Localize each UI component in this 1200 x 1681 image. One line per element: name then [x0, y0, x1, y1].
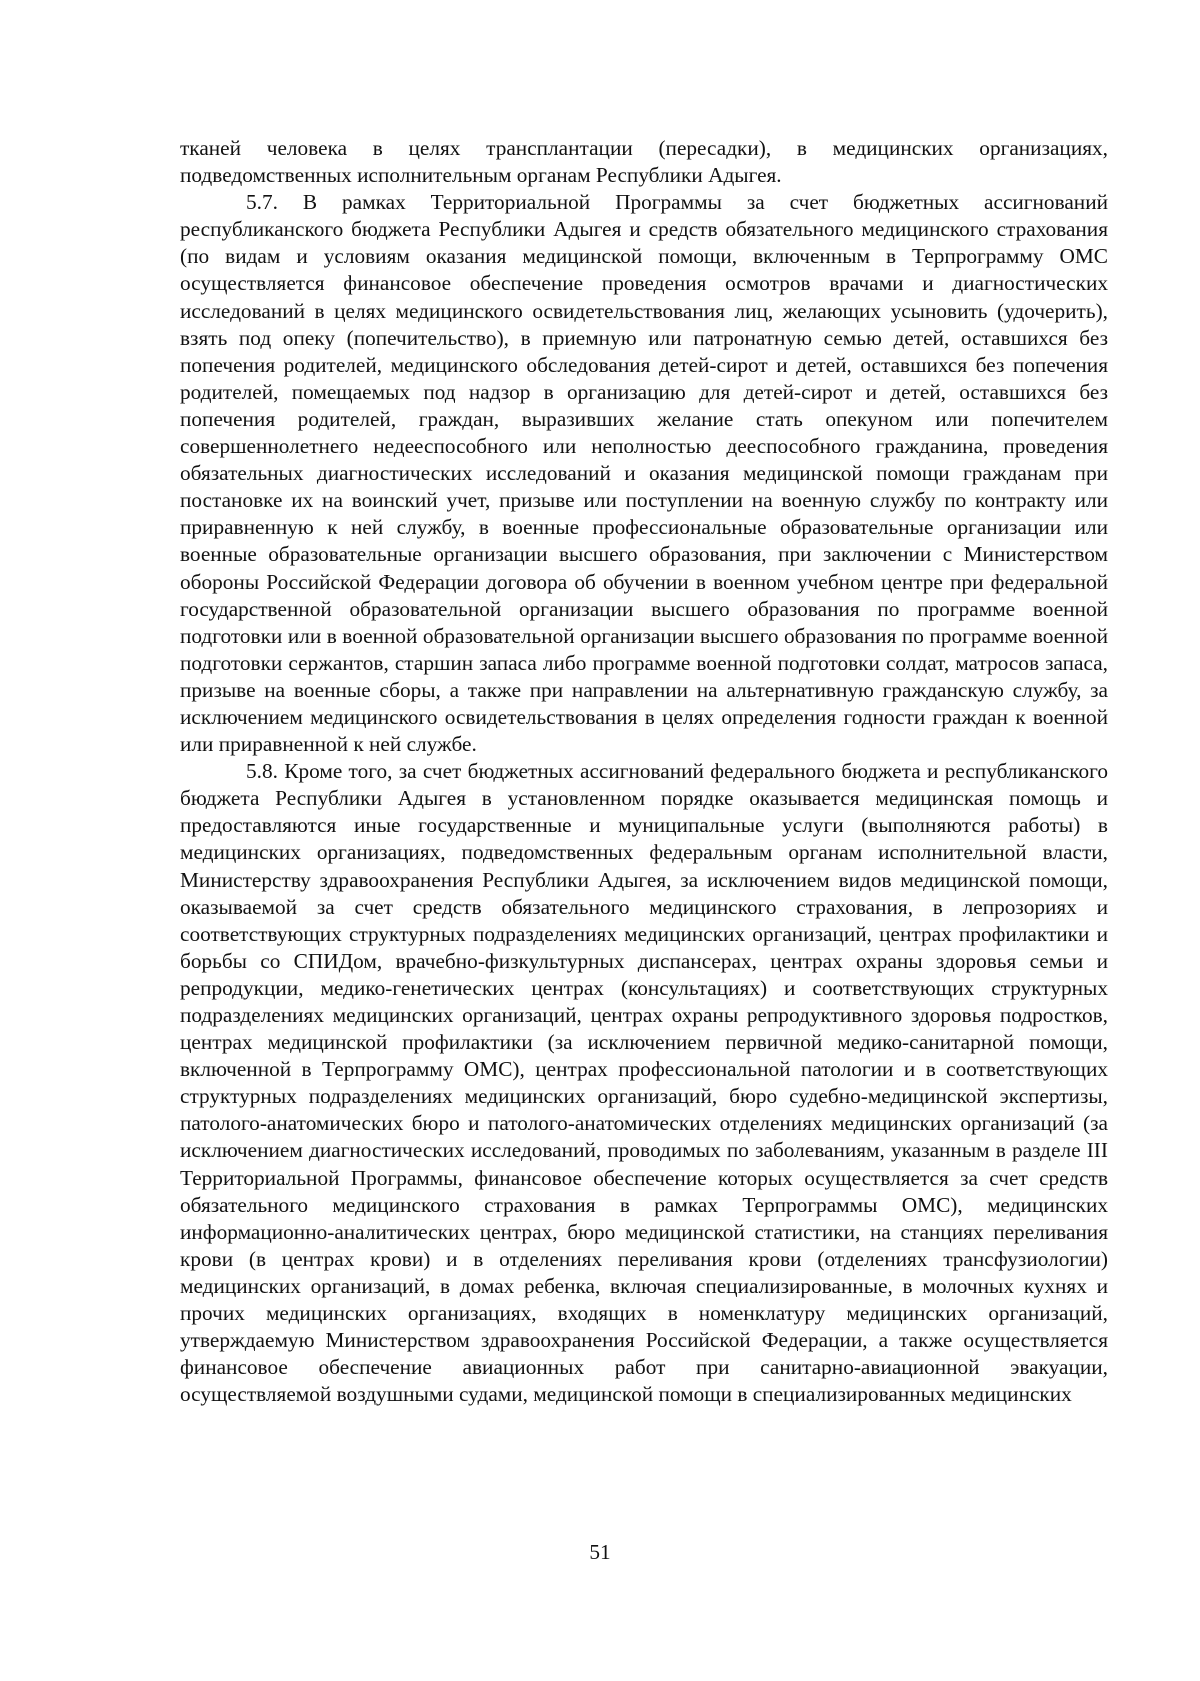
paragraph-section-5-7: 5.7. В рамках Территориальной Программы за счет бюджетных ассигнований республиканского бюджета Республики Адыгея и средств обязательного медицинского страхования (по видам и условиям оказания медицинской помощи, включенным в Терпрограмму ОМС осуществляется финансовое обеспечение проведения осмотров врачами и диагностических исследований в целях медицинского освидетельствования лиц, желающих усыновить (удочерить), взять под опеку (попечительство), в приемную или патронатную семью детей, оставшихся без попечения родителей, медицинского обследования детей-сирот и детей, оставшихся без попечения родителей, помещаемых под надзор в организацию для детей-сирот и детей, оставшихся без попечения родителей, граждан, выразивших желание стать опекуном или попечителем совершеннолетнего недееспособного или неполностью дееспособного гражданина, проведения обязательных диагностических исследований и оказания медицинской помощи гражданам при постановке их на воинский учет, призыве или поступлении на военную службу по контракту или приравненную к ней службу, в военные профессиональные образовательные организации или военные образовательные организации высшего образования, при заключении с Министерством обороны Российской Федерации договора об обучении в военном учебном центре при федеральной государственной образовательной организации высшего образования по программе военной подготовки или в военной образовательной организации высшего образования по программе военной подготовки сержантов, старшин запаса либо программе военной подготовки солдат, матросов запаса, призыве на военные сборы, а также при направлении на альтернативную гражданскую службу, за исключением медицинского освидетельствования в целях определения годности граждан к военной или приравненной к ней службе. — [180, 190, 1108, 757]
paragraph-continuation: тканей человека в целях трансплантации (пересадки), в медицинских организациях, подведомственных исполнительным органам Республики Адыгея. — [180, 136, 1108, 188]
paragraph-section-5-8: 5.8. Кроме того, за счет бюджетных ассигнований федерального бюджета и республиканского бюджета Республики Адыгея в установленном порядке оказывается медицинская помощь и предоставляются иные государственные и муниципальные услуги (выполняются работы) в медицинских организациях, подведомственных федеральным органам исполнительной власти, Министерству здравоохранения Республики Адыгея, за исключением видов медицинской помощи, оказываемой за счет средств обязательного медицинского страхования, в лепрозориях и соответствующих структурных подразделениях медицинских организаций, центрах профилактики и борьбы со СПИДом, врачебно-физкультурных диспансерах, центрах охраны здоровья семьи и репродукции, медико-генетических центрах (консультациях) и соответствующих структурных подразделениях медицинских организаций, центрах охраны репродуктивного здоровья подростков, центрах медицинской профилактики (за исключением первичной медико-санитарной помощи, включенной в Терпрограмму ОМС), центрах профессиональной патологии и в соответствующих структурных подразделениях медицинских организаций, бюро судебно-медицинской экспертизы, патолого-анатомических бюро и патолого-анатомических отделениях медицинских организаций (за исключением диагностических исследований, проводимых по заболеваниям, указанным в разделе III Территориальной Программы, финансовое обеспечение которых осуществляется за счет средств обязательного медицинского страхования в рамках Терпрограммы ОМС), медицинских информационно-аналитических центрах, бюро медицинской статистики, на станциях переливания крови (в центрах крови) и в отделениях переливания крови (отделениях трансфузиологии) медицинских организаций, в домах ребенка, включая специализированные, в молочных кухнях и прочих медицинских организациях, входящих в номенклатуру медицинских организаций, утверждаемую Министерством здравоохранения Российской Федерации, а также осуществляется финансовое обеспечение авиационных работ при санитарно-авиационной эвакуации, осуществляемой воздушными судами, медицинской помощи в специализированных медицинских — [180, 759, 1108, 1407]
page-number: 51 — [589, 1540, 611, 1564]
document-body — [180, 135, 1108, 1408]
